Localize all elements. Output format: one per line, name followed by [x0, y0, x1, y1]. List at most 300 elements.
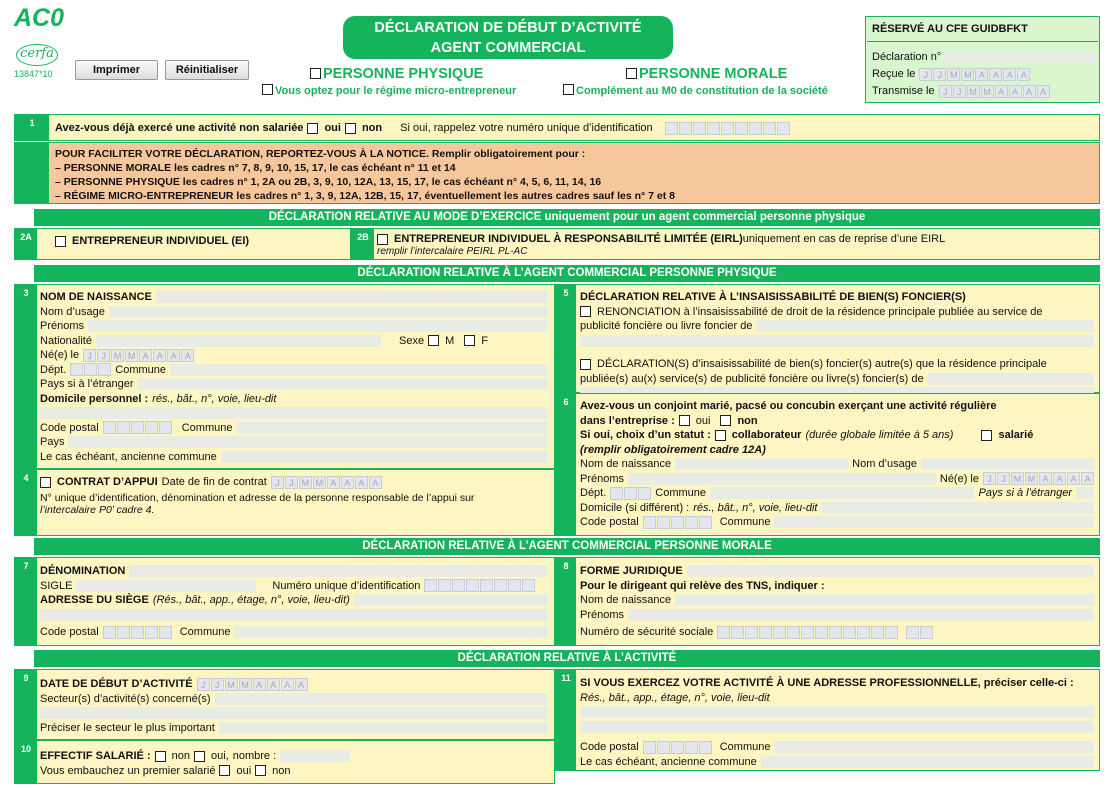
notice-box — [14, 142, 1100, 204]
transmitted-label: Transmise le — [872, 85, 935, 98]
director-first-names-input[interactable] — [628, 609, 1094, 621]
dept-input[interactable] — [70, 363, 111, 376]
digit-box[interactable] — [801, 626, 814, 639]
date-digit-box[interactable]: M — [1025, 472, 1038, 485]
postal-code-label: Code postal — [40, 626, 99, 639]
first-names-label: Prénoms — [580, 608, 625, 621]
support-contract-checkbox[interactable] — [40, 477, 51, 488]
seat-commune-input[interactable] — [234, 626, 548, 638]
yes-label: oui, — [210, 750, 229, 763]
date-digit-box[interactable]: A — [181, 349, 194, 362]
staff-count-input[interactable] — [280, 750, 350, 762]
collaborator-note: (durée globale limitée à 5 ans) — [805, 429, 954, 442]
digit-box[interactable] — [731, 626, 744, 639]
section-7 — [14, 557, 555, 646]
salaried-checkbox[interactable] — [981, 430, 992, 441]
date-digit-box[interactable]: M — [225, 678, 238, 691]
section-3 — [14, 284, 555, 469]
section-number: 4 — [15, 470, 37, 535]
spouse-yes-checkbox[interactable] — [679, 415, 690, 426]
digit-box[interactable] — [643, 741, 656, 754]
denomination-input[interactable] — [129, 565, 548, 577]
digit-box[interactable] — [717, 626, 730, 639]
digit-box[interactable] — [707, 122, 720, 135]
date-digit-box[interactable]: A — [327, 476, 340, 489]
person-physical-option[interactable]: PERSONNE PHYSIQUE — [310, 66, 483, 82]
digit-box[interactable] — [103, 421, 116, 434]
digit-box[interactable] — [773, 626, 786, 639]
former-commune-input[interactable] — [221, 451, 548, 463]
fill-12a-note: (remplir obligatoirement cadre 12A) — [580, 443, 766, 456]
birth-date-label: Né(e) le — [939, 472, 979, 485]
section-4 — [14, 469, 555, 536]
date-digit-box[interactable]: A — [989, 68, 1002, 81]
spouse-first-names-input[interactable] — [628, 473, 936, 485]
date-digit-box[interactable]: A — [975, 68, 988, 81]
home-commune-input[interactable] — [236, 422, 548, 434]
first-names-label: Prénoms — [40, 320, 85, 333]
birth-country-input[interactable] — [138, 378, 548, 390]
birth-date-label: Né(e) le — [40, 349, 80, 362]
sectors-input[interactable] — [215, 693, 548, 705]
date-digit-box[interactable]: A — [369, 476, 382, 489]
commune-label: Commune — [719, 516, 771, 529]
digit-box[interactable] — [906, 626, 919, 639]
date-digit-box[interactable]: A — [1037, 85, 1050, 98]
sigle-input[interactable] — [76, 580, 256, 592]
spouse-home-commune-input[interactable] — [774, 516, 1094, 528]
date-digit-box[interactable]: A — [1039, 472, 1052, 485]
micro-entrepreneur-option[interactable]: Vous optez pour le régime micro-entrepreneur — [262, 84, 516, 97]
renunciation-input[interactable] — [756, 320, 1094, 332]
digit-box[interactable] — [452, 579, 465, 592]
date-digit-box[interactable]: A — [167, 349, 180, 362]
section-1 — [14, 114, 1100, 141]
spouse-birth-name-input[interactable] — [675, 458, 848, 470]
digit-box[interactable] — [70, 363, 83, 376]
dept-label: Dépt. — [580, 487, 607, 500]
pro-address-input-2[interactable] — [580, 721, 1094, 733]
digit-box[interactable] — [424, 579, 437, 592]
date-digit-box[interactable]: J — [211, 678, 224, 691]
section-9 — [14, 669, 555, 740]
commune-label: Commune — [655, 487, 707, 500]
declaration-text-2: publiée(s) au(x) service(s) de publicité foncière ou livre(s) foncier(s) de — [580, 372, 924, 385]
seat-postal-input[interactable] — [103, 626, 172, 639]
date-digit-box[interactable]: A — [355, 476, 368, 489]
notice-line: – RÉGIME MICRO-ENTREPRENEUR les cadres n° 1, 3, 9, 12A, 12B, 15, 17, éventuellement les autres cadres sauf les n° 7 et 8 — [55, 190, 675, 202]
count-label: nombre : — [232, 750, 277, 763]
sex-m-label: M — [445, 334, 455, 347]
no-label: non — [737, 414, 758, 427]
date-digit-box[interactable]: A — [1017, 68, 1030, 81]
social-security-label: Numéro de sécurité sociale — [580, 626, 714, 639]
home-address-input[interactable] — [40, 407, 548, 419]
digit-box[interactable] — [665, 122, 678, 135]
date-digit-box[interactable]: M — [125, 349, 138, 362]
person-moral-option[interactable]: PERSONNE MORALE — [626, 66, 787, 82]
cerfa-number: 13847*10 — [14, 69, 53, 79]
legal-form-label: FORME JURIDIQUE — [580, 565, 683, 578]
date-digit-box[interactable]: A — [1053, 472, 1066, 485]
section-number: 11 — [556, 670, 576, 770]
checkbox[interactable] — [262, 84, 273, 95]
date-digit-box[interactable]: A — [139, 349, 152, 362]
notice-line: – PERSONNE MORALE les cadres n° 7, 8, 9, 10, 15, 17, le cas échéant n° 11 et 14 — [55, 162, 456, 174]
home-country-input[interactable] — [68, 436, 548, 448]
staff-yes-checkbox[interactable] — [194, 751, 205, 762]
digit-box[interactable] — [787, 626, 800, 639]
date-digit-box[interactable]: J — [997, 472, 1010, 485]
digit-box[interactable] — [777, 122, 790, 135]
section-8 — [555, 557, 1100, 646]
date-digit-box[interactable]: A — [1023, 85, 1036, 98]
pro-address-input[interactable] — [580, 706, 1094, 718]
digit-box[interactable] — [117, 626, 130, 639]
renunciation-text: RENONCIATION à l’insaisissabilité de droit de la résidence principale publiée au service de — [597, 305, 1043, 318]
date-digit-box[interactable]: M — [313, 476, 326, 489]
s5-title: DÉCLARATION RELATIVE À L’INSAISISSABILITÉ DE BIEN(S) FONCIER(S) — [580, 291, 966, 304]
reserved-title: RÉSERVÉ AU CFE GUIDBFKT — [872, 23, 1028, 35]
section-5 — [555, 284, 1100, 393]
postal-code-label: Code postal — [40, 421, 99, 434]
identification-number-input[interactable] — [665, 122, 790, 135]
digit-box[interactable] — [763, 122, 776, 135]
end-date-label: Date de fin de contrat — [161, 476, 267, 489]
checkbox[interactable] — [310, 68, 321, 79]
date-digit-box[interactable]: A — [295, 678, 308, 691]
social-security-input[interactable] — [717, 626, 898, 639]
country-abroad-label: Pays si à l’étranger — [40, 378, 134, 391]
eirl-checkbox[interactable] — [377, 234, 388, 245]
spouse-postal-input[interactable] — [643, 516, 712, 529]
date-digit-box[interactable]: M — [111, 349, 124, 362]
support-desc-2: l’intercalaire P0’ cadre 4. — [40, 503, 155, 516]
commune-label: Commune — [115, 363, 167, 376]
main-sector-input[interactable] — [219, 722, 548, 734]
birth-name-label: NOM DE NAISSANCE — [40, 291, 152, 304]
received-date-input[interactable] — [919, 68, 1030, 81]
no-label: non — [361, 122, 383, 135]
country-label: Pays — [40, 436, 65, 449]
cerfa-logo: cerfa — [16, 44, 58, 66]
digit-box[interactable] — [438, 579, 451, 592]
section-number: 1 — [15, 115, 49, 140]
first-names-label: Prénoms — [580, 472, 625, 485]
date-digit-box[interactable]: A — [1009, 85, 1022, 98]
spouse-usage-name-input[interactable] — [921, 458, 1094, 470]
date-digit-box[interactable]: A — [1003, 68, 1016, 81]
checkbox[interactable] — [563, 84, 574, 95]
digit-box[interactable] — [735, 122, 748, 135]
pro-address-title: SI VOUS EXERCEZ VOTRE ACTIVITÉ À UNE ADRESSE PROFESSIONNELLE, préciser celle-ci : — [580, 677, 1074, 690]
pro-postal-input[interactable] — [643, 741, 712, 754]
digit-box[interactable] — [522, 579, 535, 592]
denomination-label: DÉNOMINATION — [40, 565, 126, 578]
checkbox[interactable] — [626, 68, 637, 79]
digit-box[interactable] — [643, 516, 656, 529]
spouse-question-2: dans l’entreprise : — [580, 414, 675, 427]
digit-box[interactable] — [103, 626, 116, 639]
birth-commune-input[interactable] — [170, 364, 548, 376]
date-digit-box[interactable]: M — [1011, 472, 1024, 485]
digit-box[interactable] — [131, 626, 144, 639]
first-hire-label: Vous embauchez un premier salarié — [40, 764, 216, 777]
digit-box[interactable] — [480, 579, 493, 592]
section-11 — [555, 669, 1100, 771]
status-label: Si oui, choix d’un statut : — [580, 429, 711, 442]
digit-box[interactable] — [145, 626, 158, 639]
section-number: 6 — [556, 394, 576, 535]
date-digit-box[interactable]: J — [285, 476, 298, 489]
support-desc: N° unique d’identification, dénomination et adresse de la personne responsable de l’appui sur — [40, 491, 475, 504]
section-number: 9 — [15, 670, 37, 739]
former-commune-label: Le cas échéant, ancienne commune — [40, 450, 217, 463]
section-2b — [351, 228, 1100, 260]
sectors-input-2[interactable] — [40, 707, 548, 719]
recall-id-label: Si oui, rappelez votre numéro unique d’identification — [400, 122, 653, 135]
address-hint: (Rés., bât., app., étage, n°, voie, lieu-dit) — [152, 594, 350, 607]
yes-label: oui — [695, 414, 711, 427]
digit-box[interactable] — [815, 626, 828, 639]
digit-box[interactable] — [843, 626, 856, 639]
notice-line: POUR FACILITER VOTRE DÉCLARATION, REPORTEZ-VOUS À LA NOTICE. Remplir obligatoirement pour : — [55, 148, 586, 160]
ei-label: ENTREPRENEUR INDIVIDUEL (EI) — [72, 235, 250, 248]
transmitted-date-input[interactable] — [939, 85, 1050, 98]
digit-box[interactable] — [721, 122, 734, 135]
home-label: Domicile personnel : — [40, 392, 149, 405]
date-digit-box[interactable]: J — [97, 349, 110, 362]
date-digit-box[interactable]: J — [953, 85, 966, 98]
yes-checkbox[interactable] — [307, 123, 318, 134]
digit-box[interactable] — [159, 421, 172, 434]
usage-name-label: Nom d’usage — [40, 305, 105, 318]
m0-complement-option[interactable]: Complément au M0 de constitution de la société — [563, 84, 828, 97]
pro-former-commune-input[interactable] — [761, 756, 1094, 768]
eirl-note: remplir l’intercalaire PEIRL PL-AC — [377, 246, 528, 257]
digit-box[interactable] — [920, 626, 933, 639]
postal-code-label: Code postal — [580, 741, 639, 754]
digit-box[interactable] — [84, 363, 97, 376]
eirl-label: ENTREPRENEUR INDIVIDUEL À RESPONSABILITÉ LIMITÉE (EIRL) — [394, 233, 743, 246]
section-number: 2A — [15, 229, 37, 259]
digit-box[interactable] — [657, 516, 670, 529]
home-label: Domicile (si différent) : — [580, 501, 690, 514]
director-birth-name-input[interactable] — [675, 594, 1094, 606]
start-date-label: DATE DE DÉBUT D’ACTIVITÉ — [40, 678, 193, 691]
section-number: 3 — [15, 285, 37, 468]
commune-label: Commune — [181, 421, 233, 434]
usage-name-label: Nom d’usage — [852, 458, 917, 471]
date-digit-box[interactable]: J — [919, 68, 932, 81]
date-digit-box[interactable]: A — [341, 476, 354, 489]
declaration-text: DÉCLARATION(S) d’insaisissabilité de bien(s) foncier(s) autre(s) que la résidence principale — [597, 358, 1047, 371]
unique-id-label: Numéro unique d’identification — [272, 579, 421, 592]
digit-box[interactable] — [679, 122, 692, 135]
end-date-input[interactable] — [271, 476, 382, 489]
staff-no-checkbox[interactable] — [155, 751, 166, 762]
spouse-country-input[interactable] — [1076, 487, 1094, 499]
seat-address-input-2[interactable] — [40, 609, 548, 621]
date-digit-box[interactable]: M — [967, 85, 980, 98]
print-button[interactable]: Imprimer — [75, 60, 158, 80]
date-digit-box[interactable]: A — [281, 678, 294, 691]
first-hire-no-checkbox[interactable] — [255, 765, 266, 776]
declaration-input[interactable] — [928, 373, 1094, 385]
spouse-no-checkbox[interactable] — [720, 415, 731, 426]
digit-box[interactable] — [466, 579, 479, 592]
spouse-dept-input[interactable] — [610, 487, 651, 500]
received-label: Reçue le — [872, 68, 916, 81]
digit-box[interactable] — [117, 421, 130, 434]
digit-box[interactable] — [657, 741, 670, 754]
digit-box[interactable] — [145, 421, 158, 434]
collaborator-label: collaborateur — [731, 429, 802, 442]
reserved-box — [865, 16, 1100, 103]
renunciation-checkbox[interactable] — [580, 306, 591, 317]
seat-address-input[interactable] — [354, 594, 548, 606]
digit-box[interactable] — [671, 516, 684, 529]
digit-box[interactable] — [638, 487, 651, 500]
section-number: 7 — [15, 558, 37, 645]
section-6 — [555, 393, 1100, 536]
sex-m-checkbox[interactable] — [428, 335, 439, 346]
notice-line: – PERSONNE PHYSIQUE les cadres n° 1, 2A ou 2B, 3, 9, 10, 12A, 13, 15, 17, le cas échéant n° 4, 5, 6, 11, 14, 16 — [55, 176, 602, 188]
form-title — [343, 16, 673, 59]
digit-box[interactable] — [131, 421, 144, 434]
start-date-input[interactable] — [197, 678, 308, 691]
spouse-home-input[interactable] — [821, 502, 1094, 514]
band-personne-physique: DÉCLARATION RELATIVE À L’AGENT COMMERCIAL PERSONNE PHYSIQUE — [34, 265, 1100, 282]
ei-checkbox[interactable] — [55, 236, 66, 247]
digit-box[interactable] — [699, 516, 712, 529]
digit-box[interactable] — [624, 487, 637, 500]
birth-name-label: Nom de naissance — [580, 458, 672, 471]
renunciation-input-2[interactable] — [580, 335, 1094, 347]
digit-box[interactable] — [671, 741, 684, 754]
date-digit-box[interactable]: A — [995, 85, 1008, 98]
date-digit-box[interactable]: J — [939, 85, 952, 98]
digit-box[interactable] — [98, 363, 111, 376]
date-digit-box[interactable]: J — [983, 472, 996, 485]
declaration-checkbox[interactable] — [580, 359, 591, 370]
digit-box[interactable] — [685, 741, 698, 754]
declaration-number-input[interactable] — [945, 51, 1096, 63]
postal-code-label: Code postal — [580, 516, 639, 529]
nationality-label: Nationalité — [40, 334, 92, 347]
date-digit-box[interactable]: M — [981, 85, 994, 98]
sex-f-checkbox[interactable] — [464, 335, 475, 346]
digit-box[interactable] — [745, 626, 758, 639]
support-contract-label: CONTRAT D’APPUI — [57, 476, 158, 489]
country-abroad-label: Pays si à l’étranger — [978, 487, 1072, 500]
birth-name-input[interactable] — [156, 291, 548, 303]
digit-box[interactable] — [829, 626, 842, 639]
date-digit-box[interactable]: A — [267, 678, 280, 691]
birth-date-input[interactable] — [83, 349, 194, 362]
home-hint: rés., bât., n°, voie, lieu-dit — [152, 392, 277, 405]
form-code: AC0 — [14, 4, 65, 32]
date-digit-box[interactable]: J — [271, 476, 284, 489]
no-label: non — [272, 764, 291, 777]
sigle-label: SIGLE — [40, 579, 73, 592]
date-digit-box[interactable]: M — [961, 68, 974, 81]
digit-box[interactable] — [610, 487, 623, 500]
sectors-label: Secteur(s) d’activité(s) concerné(s) — [40, 692, 211, 705]
digit-box[interactable] — [159, 626, 172, 639]
eirl-suffix: uniquement en cas de reprise d’une EIRL — [742, 233, 946, 246]
previous-activity-question: Avez-vous déjà exercé une activité non salariée — [55, 122, 304, 135]
home-hint: rés., bât., n°, voie, lieu-dit — [693, 501, 818, 514]
digit-box[interactable] — [699, 741, 712, 754]
digit-box[interactable] — [693, 122, 706, 135]
collaborator-checkbox[interactable] — [715, 430, 726, 441]
unique-id-input[interactable] — [424, 579, 535, 592]
pro-commune-input[interactable] — [774, 741, 1094, 753]
sex-label: Sexe — [398, 334, 425, 347]
postal-code-input[interactable] — [103, 421, 172, 434]
digit-box[interactable] — [749, 122, 762, 135]
spouse-commune-input[interactable] — [710, 487, 974, 499]
spouse-birth-date-input[interactable] — [983, 472, 1094, 485]
address-label: ADRESSE DU SIÈGE — [40, 594, 149, 607]
digit-box[interactable] — [857, 626, 870, 639]
date-digit-box[interactable]: M — [299, 476, 312, 489]
band-mode-exercice: DÉCLARATION RELATIVE AU MODE D’EXERCICE uniquement pour un agent commercial personne physique — [34, 209, 1100, 226]
date-digit-box[interactable]: A — [153, 349, 166, 362]
nationality-input[interactable] — [96, 335, 381, 347]
staff-label: EFFECTIF SALARIÉ : — [40, 750, 151, 763]
title-line-2: AGENT COMMERCIAL — [430, 40, 586, 56]
section-number: 2B — [352, 229, 374, 259]
director-label: Pour le dirigeant qui relève des TNS, indiquer : — [580, 579, 825, 592]
no-checkbox[interactable] — [345, 123, 356, 134]
reset-button[interactable]: Réinitialiser — [165, 60, 249, 80]
section-number: 5 — [556, 285, 576, 392]
renunciation-text-2: publicité foncière ou livre foncier de — [580, 320, 753, 333]
digit-box[interactable] — [508, 579, 521, 592]
title-line-1: DÉCLARATION DE DÉBUT D’ACTIVITÉ — [374, 20, 642, 36]
band-personne-morale: DÉCLARATION RELATIVE À L’AGENT COMMERCIAL PERSONNE MORALE — [34, 538, 1100, 555]
digit-box[interactable] — [494, 579, 507, 592]
first-hire-yes-checkbox[interactable] — [219, 765, 230, 776]
digit-box[interactable] — [885, 626, 898, 639]
legal-form-input[interactable] — [687, 565, 1094, 577]
digit-box[interactable] — [759, 626, 772, 639]
date-digit-box[interactable]: A — [1081, 472, 1094, 485]
digit-box[interactable] — [685, 516, 698, 529]
date-digit-box[interactable]: A — [1067, 472, 1080, 485]
date-digit-box[interactable]: J — [83, 349, 96, 362]
commune-label: Commune — [719, 741, 771, 754]
section-2a — [14, 228, 351, 260]
usage-name-input[interactable] — [109, 306, 548, 318]
birth-name-label: Nom de naissance — [580, 594, 672, 607]
date-digit-box[interactable]: A — [253, 678, 266, 691]
section-number: 10 — [15, 741, 37, 783]
date-digit-box[interactable]: J — [933, 68, 946, 81]
pro-address-hint: Rés., bât., app., étage, n°, voie, lieu-dit — [580, 691, 770, 704]
declaration-number-label: Déclaration n° — [872, 51, 942, 64]
first-names-input[interactable] — [88, 320, 548, 332]
date-digit-box[interactable]: M — [239, 678, 252, 691]
salaried-label: salarié — [998, 429, 1034, 442]
section-number: 8 — [556, 558, 576, 645]
date-digit-box[interactable]: M — [947, 68, 960, 81]
social-security-key-input[interactable] — [906, 626, 933, 639]
digit-box[interactable] — [871, 626, 884, 639]
date-digit-box[interactable]: J — [197, 678, 210, 691]
